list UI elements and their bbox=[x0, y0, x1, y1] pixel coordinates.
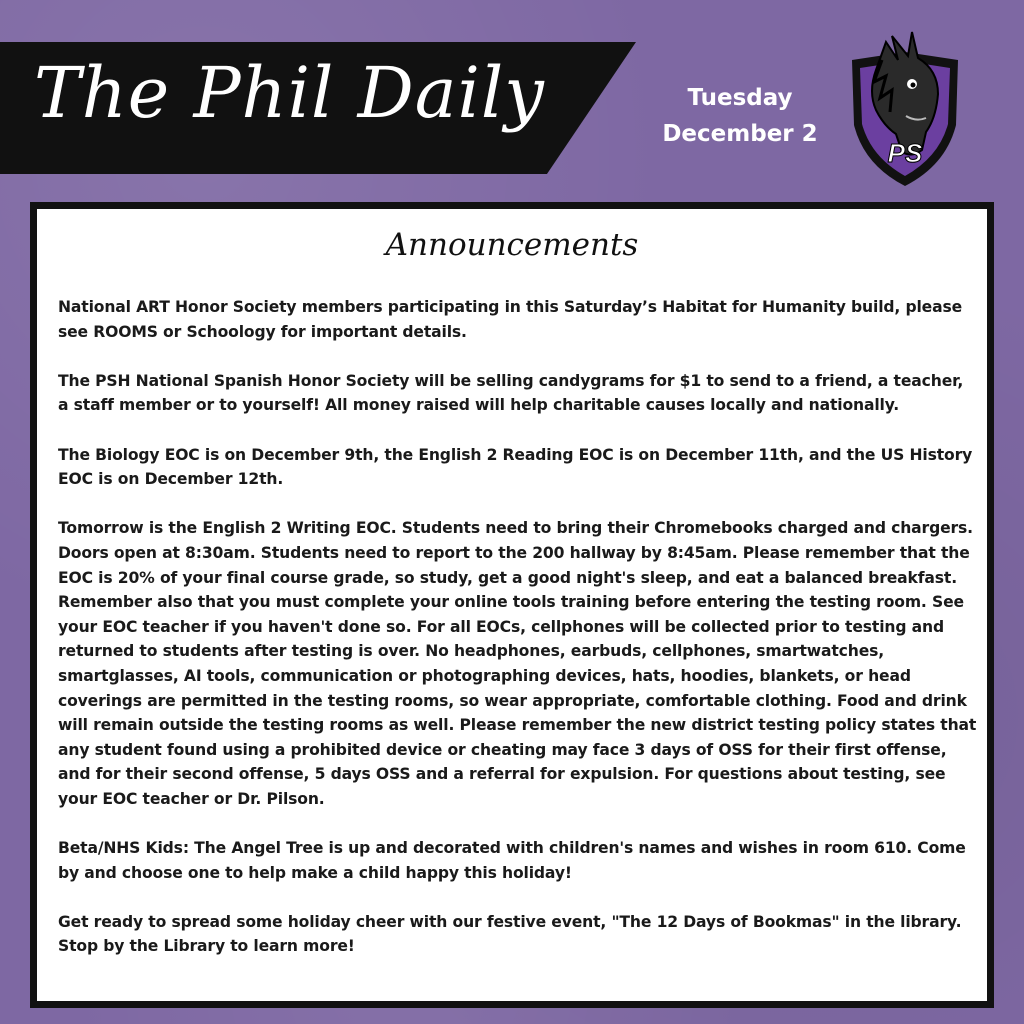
logo-letters: PS bbox=[887, 138, 923, 168]
announcement-item: Beta/NHS Kids: The Angel Tree is up and decorated with children's names and wishes in room 610. Come by and choose one to help make a child happy this holiday! bbox=[58, 839, 966, 882]
announcement-item: National ART Honor Society members participating in this Saturday’s Habitat for Humanity build, please see ROOMS or Schoology for important details. bbox=[58, 298, 963, 341]
date-label: December 2 bbox=[662, 121, 818, 147]
announcement-item: The Biology EOC is on December 9th, the English 2 Reading EOC is on December 11th, and the US History EOC is on December 12th. bbox=[58, 445, 973, 489]
announcements-card bbox=[30, 202, 994, 1008]
day-label: Tuesday bbox=[687, 85, 793, 111]
announcement-item: Get ready to spread some holiday cheer with our festive event, "The 12 Days of Bookmas" in the library. Stop by the Library to learn more! bbox=[58, 912, 962, 956]
announcements-list bbox=[58, 295, 978, 984]
mustang-shield-logo bbox=[846, 30, 964, 188]
announcements-heading: Announcements bbox=[385, 227, 639, 263]
newsletter-title: The Phil Daily bbox=[34, 52, 545, 134]
date-block bbox=[640, 80, 840, 152]
announcement-item: Tomorrow is the English 2 Writing EOC. Students need to bring their Chromebooks charged and chargers. Doors open at 8:30am. Students need to report to the 200 hallway by 8:45am. Please remember that the EOC is 20% of your final course grade, so study, get a good night's sleep, and eat a balanced breakfast. Remember also that you must complete your online tools training before entering the testing room. See your EOC teacher if you haven't done so. For all EOCs, cellphones will be collected prior to testing and returned to students after testing is over. No headphones, earbuds, cellphones, smartwatches, smartglasses, AI tools, communication or photographing devices, hats, hoodies, blankets, or head coverings are permitted in the testing rooms, so wear appropriate, comfortable clothing. Food and drink will remain outside the testing rooms as well. Please remember the new district testing policy states that any student found using a prohibited device or cheating may face 3 days of OSS for their first offense, and for their second offense, 5 days OSS and a referral for expulsion. For questions about testing, see your EOC teacher or Dr. Pilson. bbox=[58, 519, 977, 808]
announcement-item: The PSH National Spanish Honor Society will be selling candygrams for $1 to send to a friend, a teacher, a staff member or to yourself! All money raised will help charitable causes locally and nationally. bbox=[58, 371, 964, 415]
